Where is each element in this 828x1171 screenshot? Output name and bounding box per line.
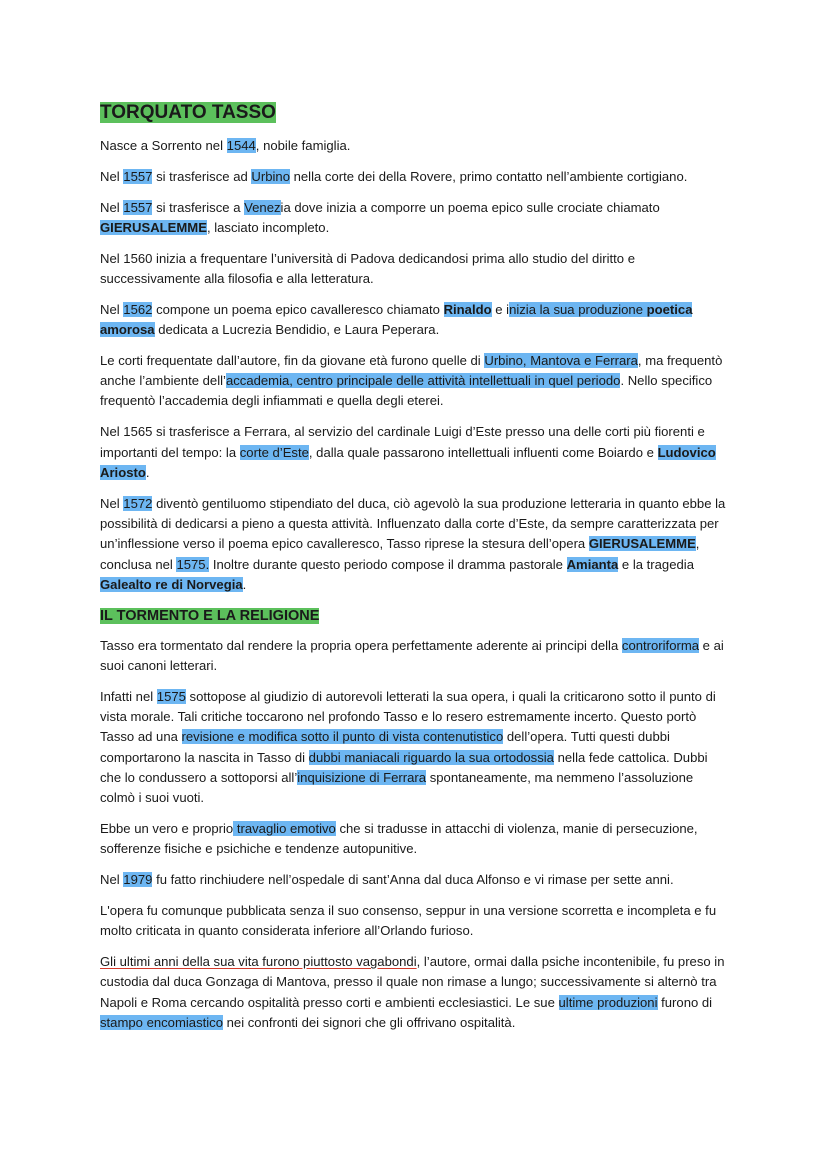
document-page bbox=[100, 100, 730, 1044]
paragraph-urbino: Nel 1557 si trasferisce ad Urbino nella corte dei della Rovere, primo contatto nell’ambiente cortigiano. bbox=[100, 168, 688, 184]
paragraph-venezia: Nel 1557 si trasferisce a Venezia dove inizia a comporre un poema epico sulle crociate chiamato GIERUSALEMME, lasciato incompleto. bbox=[100, 199, 660, 235]
paragraph-pubblicazione: L'opera fu comunque pubblicata senza il suo consenso, seppur in una versione scorretta e incompleta e fu molto criticata in quanto considerata inferiore all’Orlando furioso. bbox=[100, 902, 717, 939]
paragraph-corti: Le corti frequentate dall’autore, fin da giovane età furono quelle di Urbino, Mantova e Ferrara, ma frequentò anche l’ambiente dell’accademia, centro principale delle attività intellettuali in quel periodo. Nello specifico frequentò l’accademia degli infiammati e quella degli eterei. bbox=[100, 352, 723, 409]
paragraph-rinaldo: Nel 1562 compone un poema epico cavalleresco chiamato Rinaldo e inizia la sua produzione poetica amorosa dedicata a Lucrezia Bendidio, e Laura Peperara. bbox=[100, 301, 693, 338]
paragraph-critiche: Infatti nel 1575 sottopose al giudizio di autorevoli letterati la sua opera, i quali la criticarono sotto il punto di vista morale. Tali critiche toccarono nel profondo Tasso e lo resero estremamente incerto. Questo portò Tasso ad una revisione e modifica sotto il punto di vista contenutistico dell’opera. Tutti questi dubbi comportarono la nascita in Tasso di dubbi maniacali riguardo la sua ortodossia nella fede cattolica. Dubbi che lo condussero a sottoporsi all’inquisizione di Ferrara spontaneamente, ma nemmeno l’assoluzione colmò i suoi vuoti. bbox=[100, 688, 716, 806]
paragraph-padova: Nel 1560 inizia a frequentare l’università di Padova dedicandosi prima allo studio del diritto e successivamente alla filosofia e alla letteratura. bbox=[100, 250, 635, 286]
paragraph-gentiluomo: Nel 1572 diventò gentiluomo stipendiato del duca, ciò agevolò la sua produzione letteraria in quanto ebbe la possibilità di dedicarsi a pieno a questa attività. Influenzato dalla corte d’Este, da sempre caratterizzata per un’inflessione verso il poema epico cavalleresco, Tasso riprese la stesura dell’opera GIERUSALEMME, conclusa nel 1575. Inoltre durante questo periodo compose il dramma pastorale Amianta e la tragedia Galealto re di Norvegia. bbox=[100, 495, 726, 592]
paragraph-birth: Nasce a Sorrento nel 1544, nobile famiglia. bbox=[100, 138, 351, 153]
paragraph-ferrara: Nel 1565 si trasferisce a Ferrara, al servizio del cardinale Luigi d’Este presso una delle corti più fiorenti e importanti del tempo: la corte d’Este, dalla quale passarono intellettuali influenti come Boiardo e Ludovico Ariosto. bbox=[100, 424, 716, 480]
paragraph-travaglio: Ebbe un vero e proprio travaglio emotivo che si tradusse in attacchi di violenza, manie di persecuzione, sofferenze fisiche e psichiche e tendenze autopunitive. bbox=[100, 821, 698, 857]
paragraph-controriforma: Tasso era tormentato dal rendere la propria opera perfettamente aderente ai principi della controriforma e ai suoi canoni letterari. bbox=[100, 637, 724, 673]
paragraph-ultimi-anni: Gli ultimi anni della sua vita furono piuttosto vagabondi, l’autore, ormai dalla psiche incontenibile, fu preso in custodia dal duca Gonzaga di Mantova, presso il quale non rimase a lungo; successivamente si alternò tra Napoli e Roma cercando ospitalità presso corti e ambienti ecclesiastici. Le sue ultime produzioni furono di stampo encomiastico nei confronti dei signori che gli offrivano ospitalità. bbox=[100, 954, 725, 1030]
paragraph-sant-anna: Nel 1979 fu fatto rinchiudere nell’ospedale di sant’Anna dal duca Alfonso e vi rimase per sette anni. bbox=[100, 872, 674, 888]
document-title: TORQUATO TASSO bbox=[100, 102, 276, 123]
section-heading: IL TORMENTO E LA RELIGIONE bbox=[100, 607, 320, 624]
